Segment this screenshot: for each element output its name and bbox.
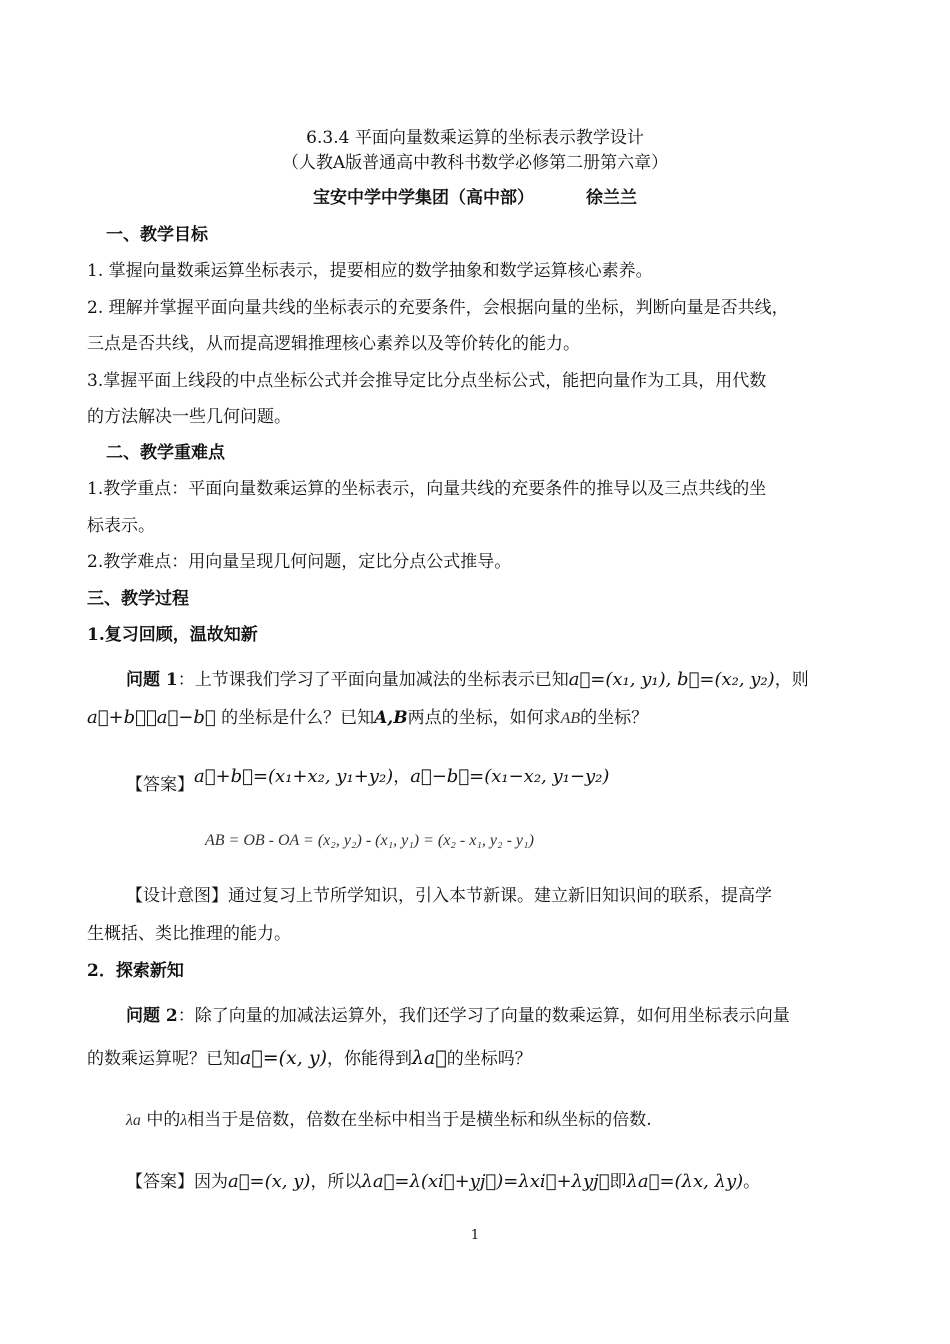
- lambda-explanation: λa 中的λ相当于是倍数，倍数在坐标中相当于是横坐标和纵坐标的倍数.: [126, 1110, 652, 1130]
- author-name: 徐兰兰: [586, 188, 637, 208]
- math-a-xy: a⃗=(x, y): [240, 1047, 328, 1069]
- section2-heading: 二、教学重难点: [106, 443, 225, 463]
- answer-label: 【答案】: [126, 775, 194, 795]
- question1-label: 问题 1: [126, 670, 178, 690]
- doc-subtitle: （人教A版普通高中教科书数学必修第二册第六章）: [281, 153, 669, 173]
- goal-item-2-line2: 三点是否共线，从而提高逻辑推理核心素养以及等价转化的能力。: [87, 334, 580, 354]
- author-line: [0, 186, 950, 210]
- key-point-line1: 1.教学重点：平面向量数乘运算的坐标表示，向量共线的充要条件的推导以及三点共线的坐: [87, 479, 767, 499]
- answer2-line: 【答案】因为a⃗=(x, y)，所以λa⃗=λ(xi⃗+yj⃗)=λxi⃗+λyj⃗即λa⃗=(λx, λy)。: [126, 1171, 761, 1192]
- school-name: 宝安中学中学集团（高中部）: [313, 188, 534, 208]
- subsection-explore: 2．探索新知: [87, 961, 184, 981]
- goal-item-3-line1: 3.掌握平面上线段的中点坐标公式并会推导定比分点坐标公式，能把向量作为工具，用代数: [87, 371, 767, 391]
- page-number: 1: [470, 1228, 480, 1243]
- math-ab-vector: AB = OB - OA = (x₂, y₂) - (x₁, y₁) = (x₂ - x₁, y₂ - y₁): [205, 832, 534, 849]
- math-sum-diff: a⃗+b⃗，a⃗−b⃗: [87, 707, 216, 728]
- math-ab-coords: a⃗=(x₁, y₁), b⃗=(x₂, y₂): [568, 669, 775, 690]
- design-intent-line1: 【设计意图】通过复习上节所学知识，引入本节新课。建立新旧知识间的联系，提高学: [126, 886, 772, 906]
- section3-heading: 三、教学过程: [87, 589, 189, 609]
- section1-heading: 一、教学目标: [106, 225, 208, 245]
- answer1-line1: 【答案】a⃗+b⃗=(x₁+x₂, y₁+y₂)，a⃗−b⃗=(x₁−x₂, y₁−y₂): [126, 766, 610, 795]
- subsection-review: 1.复习回顾，温故知新: [87, 625, 258, 645]
- math-lambda-a: λa⃗: [412, 1047, 447, 1069]
- question2-line2: 的数乘运算呢？已知a⃗=(x, y)，你能得到λa⃗的坐标吗？: [87, 1047, 532, 1069]
- difficulty-point: 2.教学难点：用向量呈现几何问题，定比分点公式推导。: [87, 552, 512, 572]
- doc-title: 6.3.4 平面向量数乘运算的坐标表示教学设计: [306, 128, 644, 148]
- goal-item-1: 1. 掌握向量数乘运算坐标表示，提要相应的数学抽象和数学运算核心素养。: [87, 261, 653, 281]
- question1-line1: 问题 1：上节课我们学习了平面向量加减法的坐标表示已知a⃗=(x₁, y₁), b⃗=(x₂, y₂)，则: [126, 669, 809, 690]
- design-intent-line2: 生概括、类比推理的能力。: [87, 924, 291, 944]
- question2-label: 问题 2: [126, 1006, 178, 1026]
- goal-item-2-line1: 2. 理解并掌握平面向量共线的坐标表示的充要条件，会根据向量的坐标，判断向量是否共线，: [87, 298, 789, 318]
- question2-line1: 问题 2：除了向量的加减法运算外，我们还学习了向量的数乘运算，如何用坐标表示向量: [126, 1006, 790, 1026]
- question1-line2: a⃗+b⃗，a⃗−b⃗ 的坐标是什么？已知A,B两点的坐标，如何求AB的坐标？: [87, 707, 649, 728]
- key-point-line2: 标表示。: [87, 516, 155, 536]
- answer1-line2: [205, 828, 534, 853]
- goal-item-3-line2: 的方法解决一些几何问题。: [87, 407, 291, 427]
